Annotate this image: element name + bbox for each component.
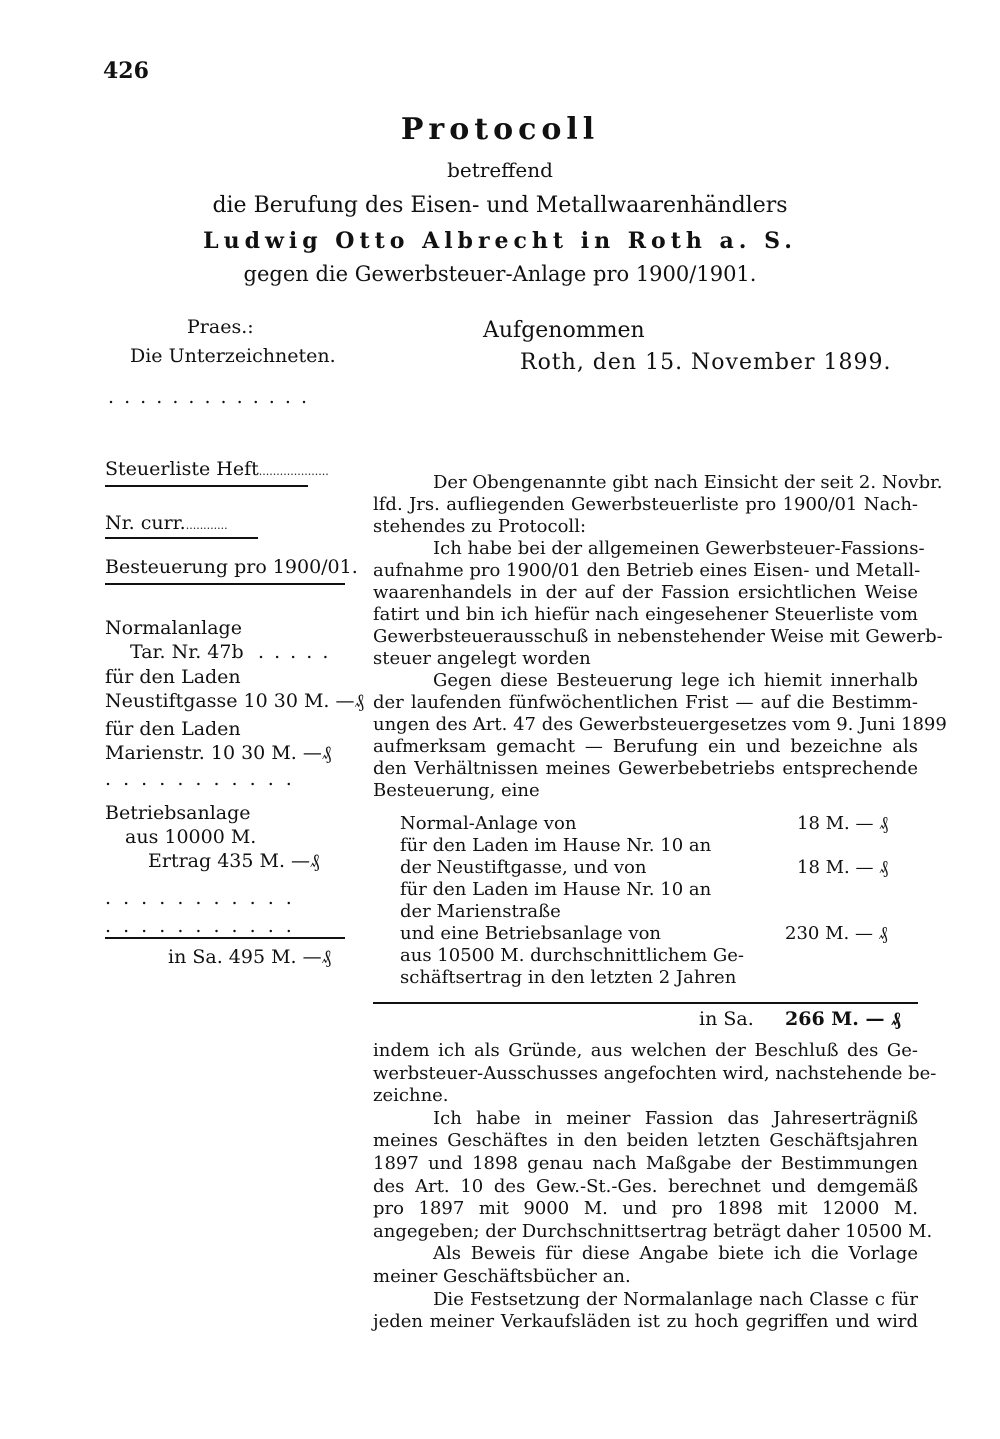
body-line: Der Obengenannte gibt nach Einsicht der seit 2. Novbr.	[433, 472, 943, 493]
list-item-text: für den Laden im Hause Nr. 10 an	[400, 879, 712, 900]
body-line: jeden meiner Verkaufsläden ist zu hoch gegriffen und wird	[373, 1311, 918, 1333]
list-item-text: aus 10500 M. durchschnittlichem Ge-	[400, 945, 745, 966]
tar-nr: Tar. Nr. 47b	[130, 641, 244, 663]
besteuerung-label: Besteuerung pro 1900/01.	[105, 556, 358, 578]
body-line: Ich habe in meiner Fassion das Jahreserträgniß	[433, 1107, 918, 1129]
aufgenommen-label: Aufgenommen	[483, 318, 645, 343]
list-item-amount: 18 M. — ₰	[797, 857, 889, 878]
body-line: aufmerksam gemacht — Berufung ein und bezeichne als	[373, 736, 918, 757]
betrieb-a: Betriebsanlage	[105, 802, 251, 824]
laden1-b: Neustiftgasse 10 30 M. —₰	[105, 690, 364, 712]
page-number: 426	[103, 58, 149, 84]
rule-4	[105, 937, 345, 939]
body-line: fatirt und bin ich hiefür nach eingesehener Steuerliste vom	[373, 604, 918, 625]
body-line: den Verhältnissen meines Gewerbebetriebs entsprechende	[373, 758, 918, 779]
heading-line-1: betreffend	[447, 158, 553, 182]
dots-3: . . . . . . . . . . .	[105, 915, 295, 937]
body-line: meines Geschäftes in den beiden letzten Geschäftsjahren	[373, 1130, 918, 1152]
sum-rule	[373, 1002, 918, 1004]
normalanlage-label: Normalanlage	[105, 617, 242, 639]
list-item-text: schäftsertrag in den letzten 2 Jahren	[400, 967, 737, 988]
laden2-a: für den Laden	[105, 718, 241, 740]
body-line: zeichne.	[373, 1085, 449, 1107]
body-line: der laufenden fünfwöchentlichen Frist — auf die Bestimm-	[373, 692, 918, 713]
laden2-b: Marienstr. 10 30 M. —₰	[105, 742, 332, 764]
laden1-a: für den Laden	[105, 666, 241, 688]
body-line: Besteuerung, eine	[373, 780, 540, 801]
sum-label: in Sa.	[699, 1008, 754, 1030]
body-line: stehendes zu Protocoll:	[373, 516, 587, 537]
sidebar-total: in Sa. 495 M. —₰	[168, 946, 332, 968]
body-line: Gewerbsteuerausschuß in nebenstehender Weise mit Gewerb-	[373, 626, 943, 647]
nr-curr-label: Nr. curr.............	[105, 512, 228, 534]
body-line: pro 1897 mit 9000 M. und pro 1898 mit 12000 M.	[373, 1198, 918, 1220]
body-line: waarenhandels in der auf der Fassion ersichtlichen Weise	[373, 582, 918, 603]
body-line: ungen des Art. 47 des Gewerbsteuergesetzes vom 9. Juni 1899	[373, 714, 947, 735]
list-item-text: und eine Betriebsanlage von	[400, 923, 661, 944]
heading-line-2: die Berufung des Eisen- und Metallwaarenhändlers	[212, 193, 788, 218]
list-item-amount: 18 M. — ₰	[797, 813, 889, 834]
body-line: Ich habe bei der allgemeinen Gewerbsteuer-Fassions-	[433, 538, 925, 559]
betrieb-c: Ertrag 435 M. —₰	[148, 850, 320, 872]
list-item-text: der Marienstraße	[400, 901, 561, 922]
body-line: indem ich als Gründe, aus welchen der Beschluß des Ge-	[373, 1040, 918, 1061]
tar-dots: . . . . .	[258, 641, 331, 663]
body-line: Gegen diese Besteuerung lege ich hiemit innerhalb	[433, 670, 918, 691]
heading-line-3: Ludwig Otto Albrecht in Roth a. S.	[203, 228, 797, 254]
praes-value: Die Unterzeichneten.	[130, 345, 336, 367]
body-line: werbsteuer-Ausschusses angefochten wird, nachstehende be-	[373, 1062, 937, 1084]
list-item-text: Normal-Anlage von	[400, 813, 577, 834]
rule-2	[105, 537, 258, 539]
dots-1: . . . . . . . . . . .	[105, 768, 295, 790]
betrieb-b: aus 10000 M.	[125, 826, 257, 848]
list-item-text: für den Laden im Hause Nr. 10 an	[400, 835, 712, 856]
rule-3	[105, 583, 345, 585]
dots-2: . . . . . . . . . . .	[105, 887, 295, 909]
body-line: 1897 und 1898 genau nach Maßgabe der Bestimmungen	[373, 1153, 918, 1174]
document-title: Protocoll	[400, 112, 600, 147]
praes-label: Praes.:	[187, 316, 254, 338]
body-line: Als Beweis für diese Angabe biete ich die Vorlage	[433, 1243, 918, 1265]
body-line: angegeben; der Durchschnittsertrag beträgt daher 10500 M.	[373, 1220, 933, 1242]
body-line: des Art. 10 des Gew.-St.-Ges. berechnet und demgemäß	[373, 1175, 918, 1197]
rule-1	[105, 485, 308, 487]
body-line: Die Festsetzung der Normalanlage nach Classe c für	[433, 1288, 918, 1310]
body-line: aufnahme pro 1900/01 den Betrieb eines Eisen- und Metall-	[373, 560, 921, 581]
place-date: Roth, den 15. November 1899.	[520, 350, 892, 375]
list-item-text: der Neustiftgasse, und von	[400, 857, 647, 878]
steuerliste-label: Steuerliste Heft....................	[105, 458, 329, 480]
heading-line-4: gegen die Gewerbsteuer-Anlage pro 1900/1901.	[243, 262, 757, 286]
body-line: meiner Geschäftsbücher an.	[373, 1266, 631, 1287]
sum-amount: 266 M. — ₰	[785, 1008, 901, 1030]
body-line: steuer angelegt worden	[373, 648, 591, 669]
list-item-amount: 230 M. — ₰	[785, 923, 888, 944]
praes-dots: . . . . . . . . . . . . .	[108, 386, 309, 408]
body-line: lfd. Jrs. aufliegenden Gewerbsteuerliste pro 1900/01 Nach-	[373, 494, 918, 515]
